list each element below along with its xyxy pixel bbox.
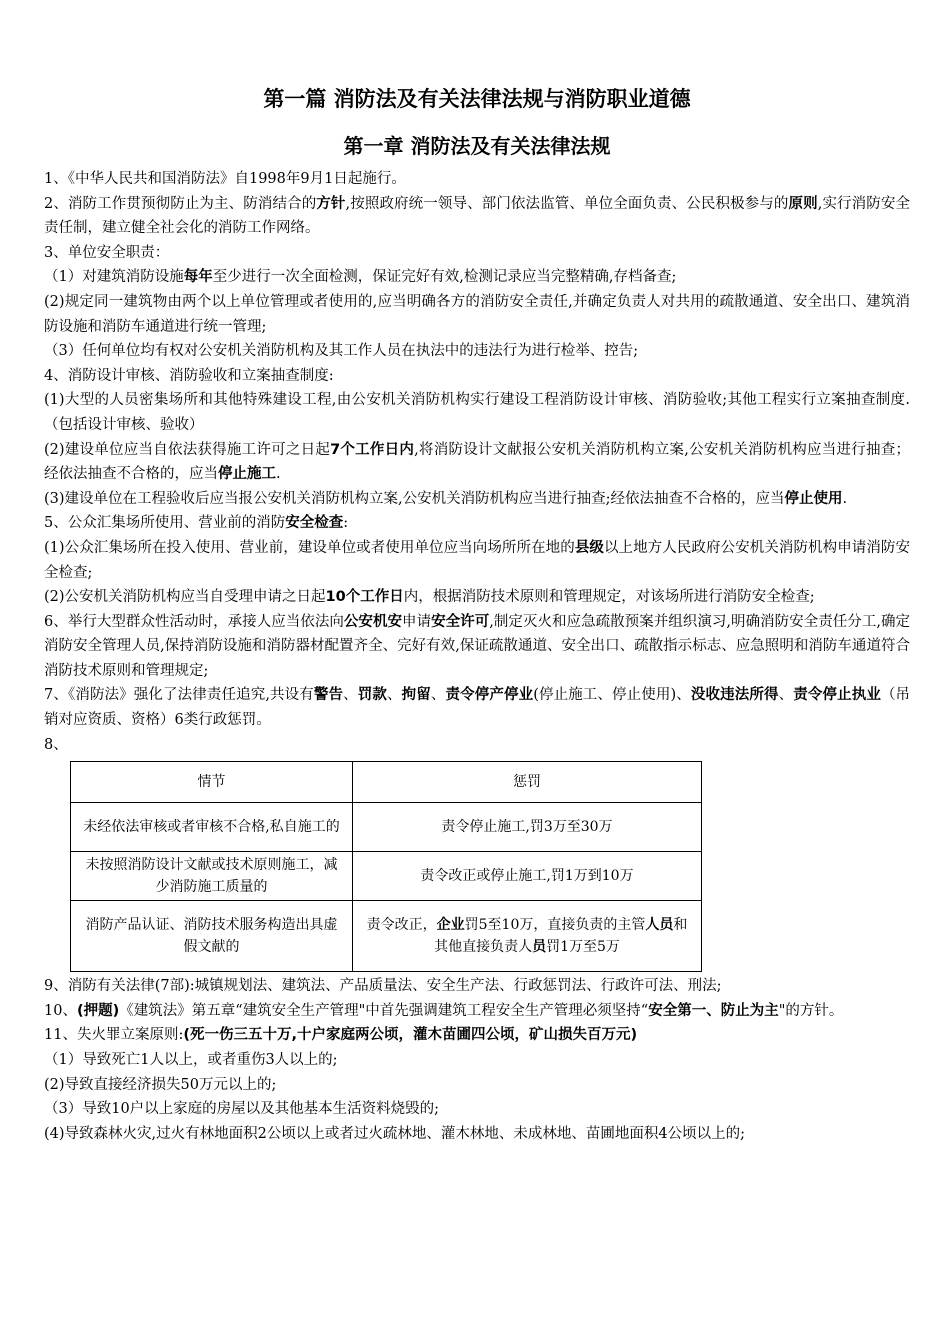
paragraph-bold-text: 安全许可 xyxy=(431,613,490,630)
cell-bold-text: 员 xyxy=(532,939,547,956)
paragraph-text: 11、失火罪立案原则: xyxy=(44,1027,184,1044)
paragraph-text: （3）导致10户以上家庭的房屋以及其他基本生活资料烧毁的; xyxy=(44,1101,440,1118)
paragraph-6 xyxy=(44,339,910,364)
paragraph-text: (2)导致直接经济损失50万元以上的; xyxy=(44,1076,277,1093)
cell-text: 责令改正， xyxy=(366,917,437,934)
paragraph-text: (2)建设单位应当自依法获得施工许可之日起 xyxy=(44,441,331,458)
paragraph-5 xyxy=(44,290,910,339)
paragraph-text: (停止施工、停止使用)、 xyxy=(533,687,691,704)
paragraph-text: （1）对建筑消防设施 xyxy=(44,269,184,286)
paragraph-14 xyxy=(44,610,910,684)
paragraph-bold-text: (死一伤三五十万,十户家庭两公顷，灌木苗圃四公顷，矿山损失百万元) xyxy=(183,1027,638,1044)
paragraph-text: ,将消防设计文献报公安机关消防机构立案,公安机关消防机构应当进行抽查；经依法抽查不合格的，应当 xyxy=(44,441,910,483)
paragraph-16 xyxy=(44,733,910,758)
paragraph-11 xyxy=(44,511,910,536)
paragraph-4 xyxy=(44,265,910,290)
cell-bold-text: 企业 xyxy=(436,917,465,934)
paragraph-text: 、 xyxy=(778,687,794,704)
paragraph-2 xyxy=(44,192,910,241)
paragraph-text: 、 xyxy=(430,687,446,704)
paragraph-bold-text: 没收违法所得 xyxy=(690,687,779,704)
paragraph-bold-text: 安全检查 xyxy=(285,515,344,532)
table-row xyxy=(71,803,702,852)
paragraph-bold-text: 停止使用 xyxy=(784,490,843,507)
table-row xyxy=(71,901,702,972)
paragraph-text: 、 xyxy=(343,687,358,704)
paragraph-bold-text: (押题) xyxy=(76,1002,120,1019)
paragraph-text: 至少进行一次全面检测，保证完好有效,检测记录应当完整精确,存档备查; xyxy=(212,269,677,286)
paragraph-bold-text: 方针 xyxy=(316,195,346,212)
paragraph-text: 申请 xyxy=(402,613,432,630)
paragraph-bold-text: 10个工作日 xyxy=(325,589,404,606)
paragraph-bold-text: 7个工作日内 xyxy=(330,441,415,458)
paragraph-bold-text: 罚款 xyxy=(357,687,387,704)
part-title: 第一篇 消防法及有关法律法规与消防职业道德 xyxy=(263,87,691,111)
document-page xyxy=(44,80,910,1146)
table-cell-penalty xyxy=(353,803,702,852)
paragraph-text: 、 xyxy=(387,687,402,704)
table-row xyxy=(71,852,702,901)
paragraph-bold-text: 责令停产停业 xyxy=(445,687,534,704)
paragraph-7 xyxy=(44,364,910,389)
paragraph-bold-text: 停止施工 xyxy=(218,466,276,483)
paragraph-text: 5、公众汇集场所使用、营业前的消防 xyxy=(44,515,286,532)
table-cell-penalty xyxy=(353,901,702,972)
paragraph-bold-text: 责令停止执业 xyxy=(793,687,881,704)
paragraph-bold-text: 公安机安 xyxy=(343,613,403,630)
paragraph-text: （1）导致死亡1人以上，或者重伤3人以上的; xyxy=(44,1052,338,1069)
paragraph-bold-text: 警告 xyxy=(313,687,344,704)
paragraph-text: : xyxy=(343,515,349,532)
paragraph-10 xyxy=(44,487,910,512)
cell-text: 未按照消防设计文献或技术原则施工，减少消防施工质量的 xyxy=(85,857,338,896)
paragraph-12 xyxy=(44,536,910,585)
paragraph-block-1 xyxy=(44,167,910,757)
paragraph-b-5 xyxy=(44,1073,910,1098)
paragraph-text: (4)导致森林火灾,过火有林地面积2公顷以上或者过火疏林地、灌木林地、未成林地、苗圃地面积4公顷以上的; xyxy=(44,1125,745,1142)
paragraph-block-2 xyxy=(44,974,910,1146)
paragraph-b-4 xyxy=(44,1048,910,1073)
paragraph-text: 《建筑法》第五章“建筑安全生产管理"中首先强调建筑工程安全生产管理必须坚持“ xyxy=(119,1002,649,1019)
paragraph-text: 7、《消防法》强化了法律责任追究,共设有 xyxy=(44,687,314,704)
paragraph-text: ,按照政府统一领导、部门依法监管、单位全面负责、公民积极参与的 xyxy=(345,195,789,212)
paragraph-text: （3）任何单位均有权对公安机关消防机构及其工作人员在执法中的违法行为进行检举、控告; xyxy=(44,343,639,360)
cell-text: 未经依法审核或者审核不合格,私自施工的 xyxy=(83,819,340,836)
paragraph-b-7 xyxy=(44,1122,910,1147)
paragraph-text: 4、消防设计审核、消防验收和立案抽查制度: xyxy=(44,367,334,384)
paragraph-bold-text: 拘留 xyxy=(401,687,431,704)
paragraph-text: （吊销对应资质、资格）6类行政惩罚。 xyxy=(44,687,911,729)
chapter-title: 第一章 消防法及有关法律法规 xyxy=(343,134,611,158)
table-cell-circumstance xyxy=(71,852,353,901)
paragraph-text: (1)公众汇集场所在投入使用、营业前，建设单位或者使用单位应当向场所所在地的 xyxy=(44,539,575,556)
table-header-row xyxy=(71,762,702,803)
cell-text: 责令改正或停止施工,罚1万到10万 xyxy=(420,868,634,885)
paragraph-text: ,实行消防安全责任制，建立健全社会化的消防工作网络。 xyxy=(44,195,910,237)
paragraph-text: . xyxy=(276,466,281,483)
penalty-table xyxy=(70,761,702,972)
table-cell-circumstance xyxy=(71,803,353,852)
paragraph-text: . xyxy=(842,490,848,507)
paragraph-9 xyxy=(44,438,910,487)
paragraph-text: 8、 xyxy=(44,736,68,753)
cell-bold-text: 人员 xyxy=(645,917,674,934)
paragraph-b-6 xyxy=(44,1097,910,1122)
paragraph-bold-text: 原则 xyxy=(788,195,818,212)
paragraph-15 xyxy=(44,683,910,732)
table-cell-circumstance xyxy=(71,901,353,972)
paragraph-text: 10、 xyxy=(44,1002,77,1019)
cell-text: 罚5至10万，直接负责的主管 xyxy=(464,917,646,934)
paragraph-text: 6、举行大型群众性活动时，承接人应当依法向 xyxy=(44,613,344,630)
table-header-cell: 惩罚 xyxy=(353,762,702,803)
paragraph-text: (2)公安机关消防机构应当自受理申请之日起 xyxy=(44,589,326,606)
paragraph-text: 以上地方人民政府公安机关消防机构申请消防安全检查; xyxy=(44,539,911,581)
cell-text: 责令停止施工,罚3万至30万 xyxy=(441,819,613,836)
paragraph-text: 内，根据消防技术原则和管理规定，对该场所进行消防安全检查; xyxy=(403,589,815,606)
paragraph-b-2 xyxy=(44,999,910,1024)
paragraph-text: "的方针。 xyxy=(778,1002,844,1019)
cell-text: 罚1万至5万 xyxy=(546,939,620,956)
paragraph-text: 3、单位安全职责： xyxy=(44,244,170,261)
paragraph-text: (3)建设单位在工程验收后应当报公安机关消防机构立案,公安机关消防机构应当进行抽查;经依法抽查不合格的，应当 xyxy=(44,490,785,507)
paragraph-1 xyxy=(44,167,910,192)
paragraph-8 xyxy=(44,388,910,437)
paragraph-text: (1)大型的人员密集场所和其他特殊建设工程,由公安机关消防机构实行建设工程消防设计审核、消防验收;其他工程实行立案抽查制度.（包括设计审核、验收） xyxy=(44,392,910,433)
paragraph-text: (2)规定同一建筑物由两个以上单位管理或者使用的,应当明确各方的消防安全责任,并确定负责人对共用的疏散通道、安全出口、建筑消防设施和消防车通道进行统一管理; xyxy=(44,293,910,335)
paragraph-13 xyxy=(44,585,910,610)
paragraph-text: 2、消防工作贯预彻防止为主、防消结合的 xyxy=(44,195,317,212)
paragraph-3 xyxy=(44,241,910,266)
paragraph-b-1 xyxy=(44,974,910,999)
paragraph-text: ,制定灭火和应急疏散预案并组织演习,明确消防安全责任分工,确定消防安全管理人员,保持消防设施和消防器材配置齐全、完好有效,保证疏散通道、安全出口、疏散指示标志、应急照明和消防车通道符合消防技术原则和管理规定; xyxy=(44,613,911,679)
paragraph-text: 1、《中华人民共和国消防法》自1998年9月1日起施行。 xyxy=(44,171,406,187)
table-header-cell: 情节 xyxy=(71,762,353,803)
paragraph-bold-text: 每年 xyxy=(183,269,213,286)
paragraph-text: 9、消防有关法律(7部):城镇规划法、建筑法、产品质量法、安全生产法、行政惩罚法、行政许可法、刑法; xyxy=(44,978,722,995)
paragraph-bold-text: 安全第一、防止为主 xyxy=(648,1002,779,1019)
paragraph-b-3 xyxy=(44,1023,910,1048)
cell-text: 和其他直接负责人 xyxy=(434,917,688,956)
table-cell-penalty xyxy=(353,852,702,901)
paragraph-bold-text: 县级 xyxy=(574,539,604,556)
cell-text: 消防产品认证、消防技术服务构造出具虚假文献的 xyxy=(85,917,338,956)
